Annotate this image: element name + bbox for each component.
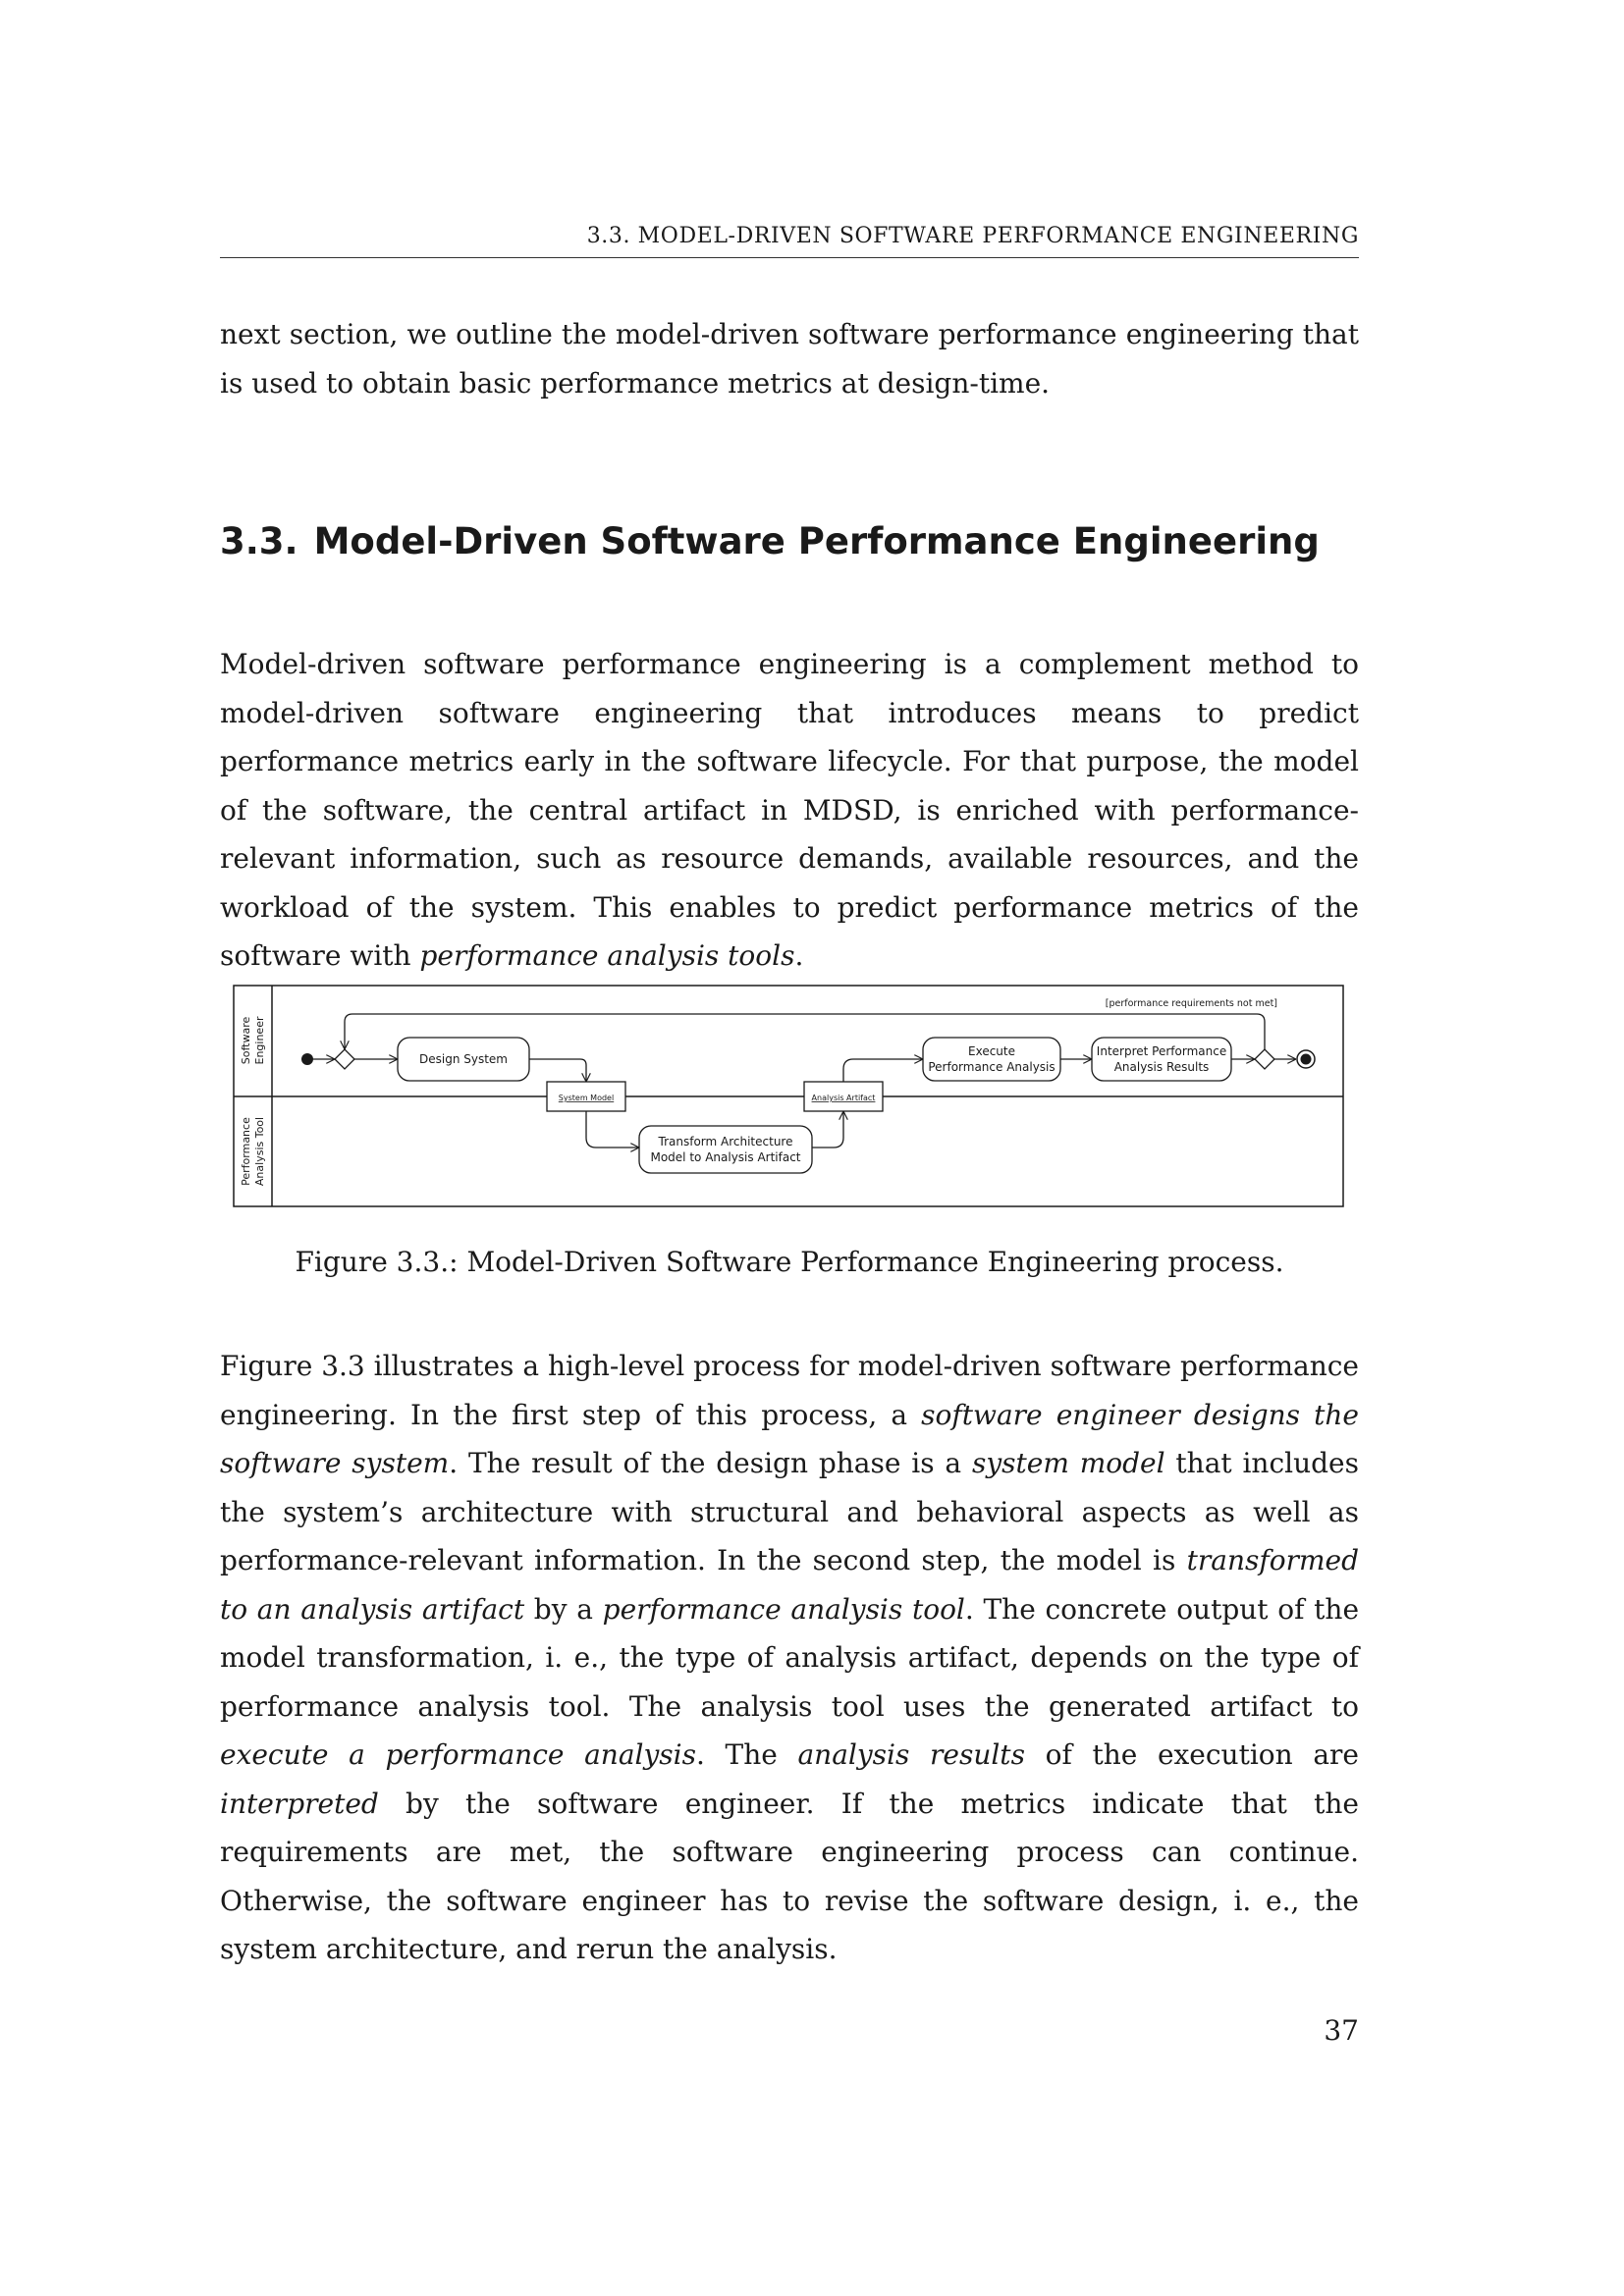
header-rule (220, 257, 1359, 258)
paragraph-2-text-8: by the software engineer. If the metrics indicate that the requirements are met, the software engineering process can continue. Otherwise, the software engineer has to revise the software design, i. e., the system architecture, and rerun the analysis. (220, 1787, 1359, 1965)
action-transform-architecture (639, 1126, 812, 1173)
emphasis-system-model: system model (971, 1447, 1165, 1479)
emphasis-analysis-results: analysis results (797, 1738, 1025, 1771)
paragraph-1-end: . (794, 939, 804, 972)
lane-label-engineer-line2: Engineer (253, 1016, 266, 1065)
action-interpret-line1: Interpret Performance (1096, 1044, 1227, 1058)
lane-label-software-engineer (240, 1016, 266, 1064)
merge-node (335, 1049, 354, 1069)
object-system-model-label: System Model (558, 1094, 615, 1102)
section-heading (220, 520, 1359, 562)
activity-diagram-svg (233, 985, 1344, 1210)
object-analysis-artifact-label: Analysis Artifact (811, 1094, 876, 1102)
flow-analysis-artifact-to-execute (843, 1059, 923, 1082)
lane-label-performance-analysis-tool (240, 1117, 266, 1186)
final-node-core (1301, 1054, 1312, 1065)
lane-label-engineer-line1: Software (240, 1016, 252, 1065)
paragraph-1 (220, 640, 1359, 981)
emphasis-performance-analysis-tool: performance analysis tool (602, 1592, 965, 1626)
figure-caption: Figure 3.3.: Model-Driven Software Performance Engineering process. (295, 1246, 1284, 1278)
lane-label-tool-line1: Performance (240, 1117, 252, 1186)
action-interpret-line2: Analysis Results (1113, 1060, 1210, 1074)
section-number: 3.3. (220, 520, 298, 562)
flow-design-to-system-model (529, 1059, 586, 1082)
paragraph-2-text-4: by a (524, 1592, 603, 1626)
action-design-system-label: Design System (419, 1052, 508, 1066)
action-execute-line2: Performance Analysis (928, 1060, 1056, 1074)
paragraph-2-text-2: . The result of the design phase is a (449, 1447, 972, 1479)
guard-label: [performance requirements not met] (1105, 998, 1277, 1009)
paragraph-2-text-6: . The (696, 1738, 798, 1771)
initial-node (301, 1053, 313, 1065)
flow-transform-to-analysis-artifact (812, 1111, 843, 1148)
emphasis-software-engineer-designs: software engineer designs the software system (220, 1398, 1359, 1479)
emphasis-performance-analysis-tools: performance analysis tools (419, 939, 795, 972)
paragraph-2-text-5: . The concrete output of the model transformation, i. e., the type of analysis artifact, depends on the type of performance analysis tool. The analysis tool uses the generated artifact to (220, 1592, 1360, 1723)
intro-paragraph: next section, we outline the model-driven software performance engineering that is used to obtain basic performance metrics at design-time. (220, 318, 1359, 400)
paragraph-2-text-7: of the execution are (1024, 1738, 1359, 1771)
emphasis-interpreted: interpreted (220, 1787, 379, 1820)
page-number: 37 (1324, 2014, 1359, 2047)
paragraph-2 (220, 1342, 1359, 1974)
action-transform-line2: Model to Analysis Artifact (650, 1150, 801, 1164)
emphasis-execute-performance-analysis: execute a performance analysis (220, 1738, 696, 1771)
action-execute-line1: Execute (968, 1044, 1015, 1058)
action-transform-line1: Transform Architecture (658, 1135, 793, 1148)
paragraph-1-text: Model-driven software performance engineering is a complement method to model-driven software engineering that introduces means to predict performance metrics early in the software lifecycle. For that purpose, the model of the software, the central artifact in MDSD, is enriched with performance-relevant information, such as resource demands, available resources, and the workload of the system. This enables to predict performance metrics of the software with (220, 648, 1359, 972)
activity-diagram (233, 985, 1344, 1210)
emphasis-transformed-to-artifact: transformed to an analysis artifact (220, 1544, 1359, 1626)
paragraph-2-text-3: that includes the system’s architecture with structural and behavioral aspects as well as performance-relevant information. In the second step, the model is (220, 1447, 1359, 1576)
flow-system-model-to-transform (586, 1111, 639, 1148)
lane-label-tool-line2: Analysis Tool (253, 1116, 266, 1187)
section-title: Model-Driven Software Performance Engineering (313, 520, 1320, 562)
paragraph-2-text-1: Figure 3.3 illustrates a high-level process for model-driven software performance engineering. In the first step of this process, a (220, 1350, 1359, 1431)
running-head: 3.3. MODEL-DRIVEN SOFTWARE PERFORMANCE ENGINEERING (586, 224, 1359, 248)
decision-node (1255, 1049, 1274, 1069)
